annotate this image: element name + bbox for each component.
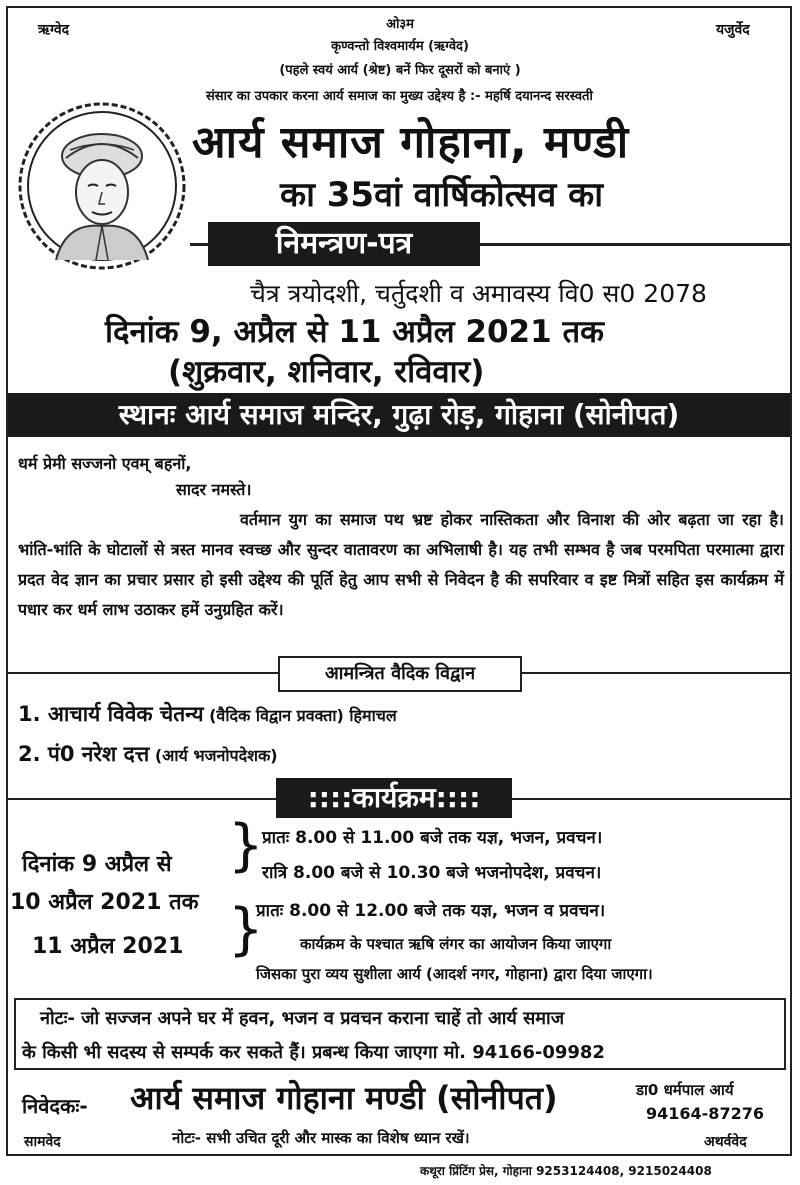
program-item: रात्रि 8.00 बजे से 10.30 बजे भजनोपदेश, प्रवचन। xyxy=(262,863,602,883)
footer-note: नोटः- सभी उचित दूरी और मास्क का विशेष ध्यान रखें। xyxy=(172,1129,470,1147)
program-note: जिसका पुरा व्यय सुशीला आर्य (आदर्श नगर, गोहाना) द्वारा दिया जाएगा। xyxy=(256,965,653,983)
scholar-role: (आर्य भजनोपदेशक) xyxy=(149,746,278,765)
program-note: कार्यक्रम के पश्चात ऋषि लंगर का आयोजन किया जाएगा xyxy=(300,935,612,953)
scholar-item xyxy=(18,700,397,728)
nivedak-organization: आर्य समाज गोहाना मण्डी (सोनीपत) xyxy=(130,1079,558,1117)
printer-credit: कथूरा प्रिंटिंग प्रेस, गोहाना 9253124408, 9215024408 xyxy=(420,1164,712,1178)
namaste-line: सादर नमस्ते। xyxy=(176,480,252,499)
note-line: के किसी भी सदस्य से सम्पर्क कर सकते हैं। प्रबन्ध किया जाएगा मो. 94166-09982 xyxy=(22,1042,605,1063)
paragraph-text: वर्तमान युग का समाज पथ भ्रष्ट होकर नास्तिकता और विनाश की ओर बढ़ता जा रहा है। भांति-भांति के घोटालों से त्रस्त मानव स्वच्छ और सुन्दर वातावरण का अभिलाषी है। यह तभी सम्भव है जब परमपिता परमात्मा द्वारा प्रदत वेद ज्ञान का प्रचार प्रसार हो इसी उद्देश्य की पूर्ति हेतु आप सभी से निवेदन है की सपरिवार व इष्ट मित्रों सहित इस कार्यक्रम में पधार कर धर्म लाभ उठाकर हमें उनुग्रहित करें। xyxy=(18,510,784,619)
contact-name: डा0 धर्मपाल आर्य xyxy=(636,1081,734,1099)
program-item: प्रातः 8.00 से 12.00 बजे तक यज्ञ, भजन व प्रवचन। xyxy=(256,901,606,921)
invitation-banner: निमन्त्रण-पत्र xyxy=(208,222,480,266)
corner-rigveda: ऋग्वेद xyxy=(38,22,70,38)
corner-samaveda: सामवेद xyxy=(24,1134,61,1150)
invitation-paragraph xyxy=(18,505,784,625)
scholar-name: 2. पं0 नरेश दत्त xyxy=(18,742,150,766)
contact-phone: 94164-87276 xyxy=(646,1104,764,1123)
program-date-final: 11 अप्रैल 2021 xyxy=(32,934,184,959)
program-heading: ::::कार्यक्रम:::: xyxy=(276,778,512,818)
anniversary-subtitle: का 35वां वार्षिकोत्सव का xyxy=(280,175,604,215)
scholar-name: 1. आचार्य विवेक चेतन्य xyxy=(18,702,204,726)
motto-meaning: (पहले स्वयं आर्य (श्रेष्ट) बनें फिर दूसरों को बनाएं ) xyxy=(279,63,521,78)
tithi-line: चैत्र त्रयोदशी, चर्तुदशी व अमावस्य वि0 स0 2078 xyxy=(250,279,707,308)
brace-2: } xyxy=(228,897,264,962)
greeting-line: धर्म प्रेमी सज्जनो एवम् बहनों, xyxy=(18,454,192,473)
scholar-item xyxy=(18,740,278,768)
program-date-end: 10 अप्रैल 2021 तक xyxy=(10,890,199,915)
scholar-role: (वैदिक विद्वान प्रवक्ता) हिमाचल xyxy=(203,706,397,725)
note-line: नोटः- जो सज्जन अपने घर में हवन, भजन व प्रवचन कराना चाहें तो आर्य समाज xyxy=(40,1008,565,1029)
program-date-start: दिनांक 9 अप्रैल से xyxy=(22,852,172,877)
brace-1: } xyxy=(228,813,264,878)
main-title: आर्य समाज गोहाना, मण्डी xyxy=(192,117,630,168)
venue-banner: स्थानः आर्य समाज मन्दिर, गुढ़ा रोड़, गोहाना (सोनीपत) xyxy=(8,393,790,437)
event-days: (शुक्रवार, शनिवार, रविवार) xyxy=(168,354,485,390)
corner-yajurveda: यजुर्वेद xyxy=(716,22,750,38)
nivedak-label: निवेदकः- xyxy=(22,1094,88,1118)
purpose-line: संसार का उपकार करना आर्य समाज का मुख्य उद्देश्य है :- महर्षि दयानन्द सरस्वती xyxy=(206,89,593,104)
program-item: प्रातः 8.00 से 11.00 बजे तक यज्ञ, भजन, प्रवचन। xyxy=(262,828,603,848)
motto: कृण्वन्तो विश्वमार्यम (ऋग्वेद) xyxy=(331,39,469,54)
scholars-heading: आमन्त्रित वैदिक विद्वान xyxy=(278,656,522,692)
event-dates: दिनांक 9, अप्रैल से 11 अप्रैल 2021 तक xyxy=(105,314,604,350)
corner-atharvaveda: अथर्ववेद xyxy=(704,1134,747,1150)
om-text: ओ३म xyxy=(386,17,414,32)
dayanand-portrait-emblem xyxy=(16,100,188,272)
